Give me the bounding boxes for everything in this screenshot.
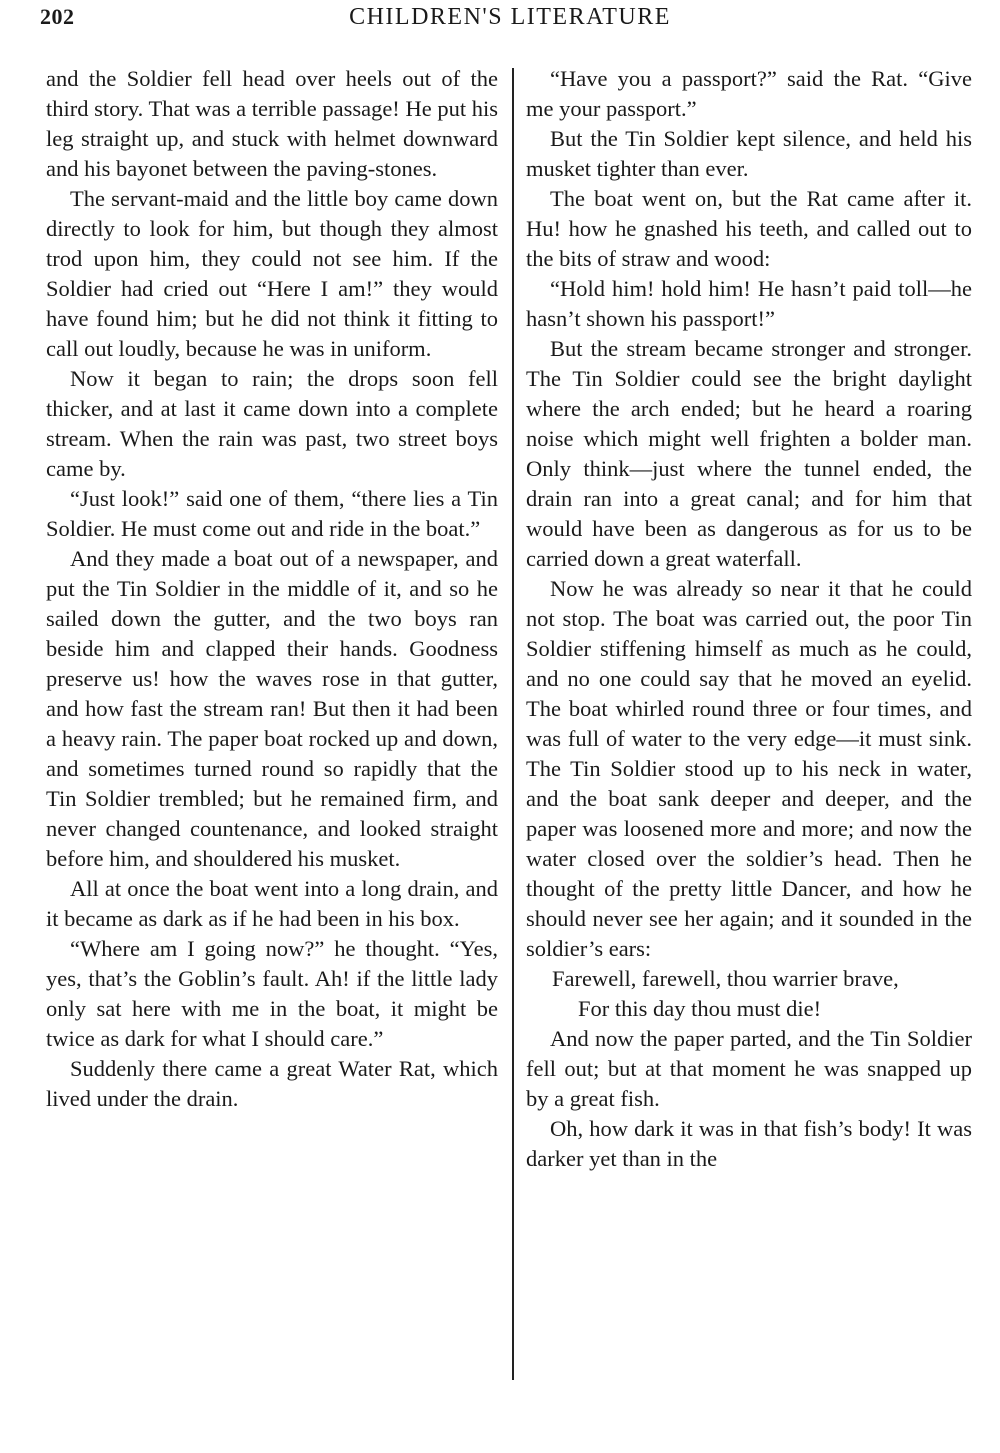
paragraph: And they made a boat out of a newspaper, and put the Tin Soldier in the middle of it, and so he sailed down the gutter, and the two boys ran beside him and clapped their hands. Goodness preserve us! how the waves rose in that gutter, and how fast the stream ran! But then it had been a heavy rain. The paper boat rocked up and down, and sometimes turned round so rapidly that the Tin Soldier trembled; but he remained firm, and never changed countenance, and looked straight before him, and shouldered his musket. [46,546,498,871]
running-title: CHILDREN'S LITERATURE [349,4,671,30]
page-number: 202 [40,4,75,29]
paragraph: But the stream became stronger and stronger. The Tin Soldier could see the bright daylight where the arch ended; but he heard a roaring noise which might well frighten a bolder man. Only think—just where the tunnel ended, the drain ran into a great canal; and for him that would have been as dangerous as for us to be carried down a great waterfall. [526,336,972,571]
verse-line: For this day thou must die! [578,996,822,1021]
paragraph: “Hold him! hold him! He hasn’t paid toll—he hasn’t shown his passport!” [526,276,972,331]
paragraph: and the Soldier fell head over heels out of the third story. That was a terrible passage! He put his leg straight up, and stuck with helmet downward and his bayonet between the paving-stones. [46,66,498,181]
paragraph: Suddenly there came a great Water Rat, which lived under the drain. [46,1056,498,1111]
right-column [526,64,972,1174]
verse-line: Farewell, farewell, thou warrier brave, [552,966,899,991]
paragraph: “Have you a passport?” said the Rat. “Give me your passport.” [526,66,972,121]
column-divider [512,68,514,1380]
paragraph: The boat went on, but the Rat came after it. Hu! how he gnashed his teeth, and called out to the bits of straw and wood: [526,186,972,271]
paragraph: “Where am I going now?” he thought. “Yes, yes, that’s the Goblin’s fault. Ah! if the little lady only sat here with me in the boat, it might be twice as dark for what I should care.” [46,936,498,1051]
paragraph: The servant-maid and the little boy came down directly to look for him, but though they almost trod upon him, they could not see him. If the Soldier had cried out “Here I am!” they would have found him; but he did not think it fitting to call out loudly, because he was in uniform. [46,186,498,361]
verse [526,964,972,1024]
paragraph: But the Tin Soldier kept silence, and held his musket tighter than ever. [526,126,972,181]
left-column [46,64,498,1114]
paragraph: And now the paper parted, and the Tin Soldier fell out; but at that moment he was snapped up by a great fish. [526,1026,972,1111]
paragraph: Now he was already so near it that he could not stop. The boat was carried out, the poor Tin Soldier stiffening himself as much as he could, and no one could say that he moved an eyelid. The boat whirled round three or four times, and was full of water to the very edge—it must sink. The Tin Soldier stood up to his neck in water, and the boat sank deeper and deeper, and the paper was loosened more and more; and now the water closed over the soldier’s head. Then he thought of the pretty little Dancer, and how he should never see her again; and it sounded in the soldier’s ears: [526,576,972,961]
running-head [40,4,980,40]
paragraph: All at once the boat went into a long drain, and it became as dark as if he had been in his box. [46,876,498,931]
paragraph: Now it began to rain; the drops soon fell thicker, and at last it came down into a complete stream. When the rain was past, two street boys came by. [46,366,498,481]
paragraph: Oh, how dark it was in that fish’s body! It was darker yet than in the [526,1116,972,1171]
paragraph: “Just look!” said one of them, “there lies a Tin Soldier. He must come out and ride in the boat.” [46,486,498,541]
